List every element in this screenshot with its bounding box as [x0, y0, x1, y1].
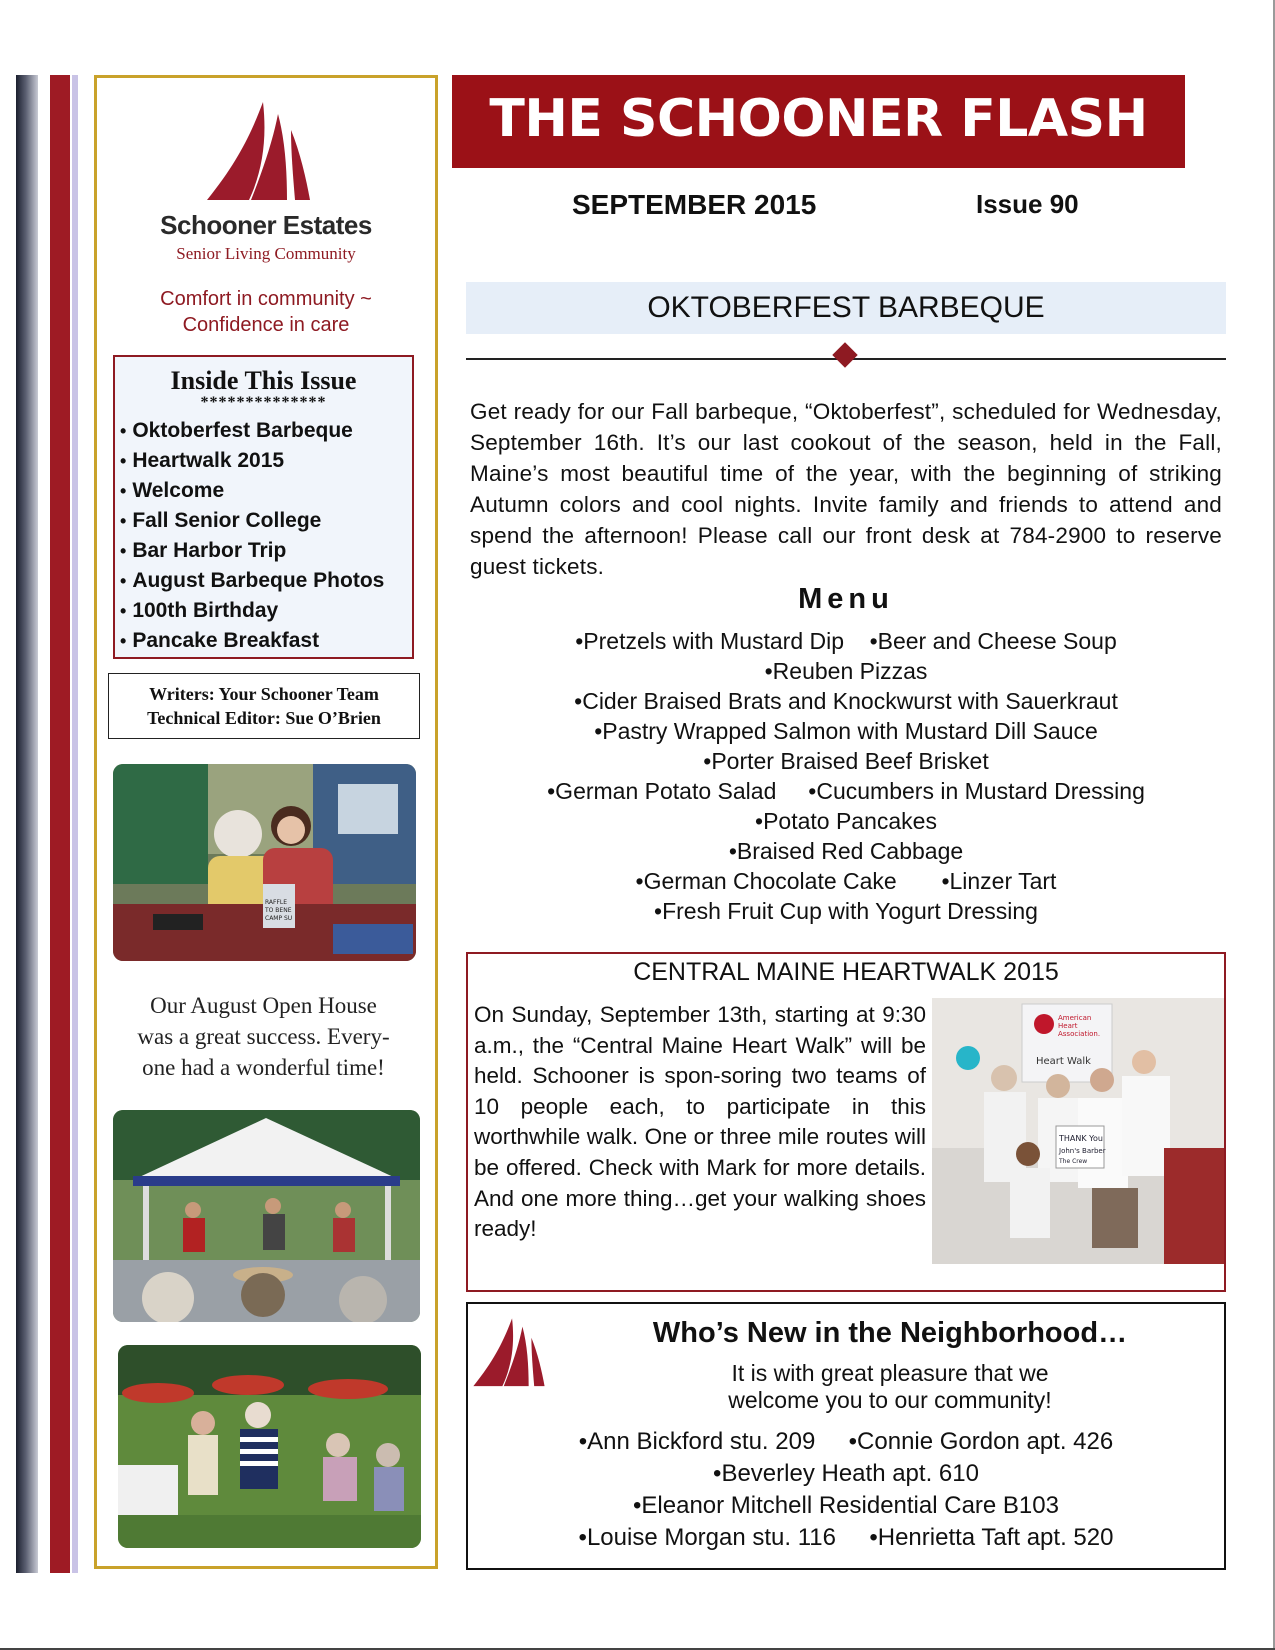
menu-item: •Pastry Wrapped Salmon with Mustard Dill Sauce: [594, 718, 1098, 744]
heart-association-sign-text: American: [1058, 1014, 1092, 1022]
raffle-sign-text: TO BENE: [265, 907, 292, 914]
inside-this-issue-list: [120, 416, 384, 656]
tagline-line: Comfort in community ~: [160, 288, 372, 310]
decorative-stripe-dark: [16, 75, 38, 1573]
heartwalk-title: CENTRAL MAINE HEARTWALK 2015: [633, 958, 1059, 986]
issue-date: SEPTEMBER 2015: [572, 189, 817, 220]
menu-item: •Braised Red Cabbage: [728, 838, 964, 864]
heartwalk-illustration: [932, 998, 1224, 1264]
menu-item: •Reuben Pizzas: [764, 658, 928, 684]
band-photo: [113, 1110, 420, 1322]
list-item: • Fall Senior College: [120, 506, 384, 536]
caption-line: one had a wonderful time!: [142, 1055, 385, 1080]
inside-stars-divider: **************: [200, 394, 327, 411]
heartwalk-body: On Sunday, September 13th, starting at 9:30 a.m., the “Central Maine Heart Walk” will be held. Schooner is spon-soring two teams of 10 people each, to participate in this worthwhile walk. One or three mile routes will be offered. Check with Mark for more details. And one more thing…get your walking shoes ready!: [474, 1002, 926, 1242]
new-residents-list: [466, 1426, 1226, 1554]
writers-line: Writers: Your Schooner Team: [149, 684, 379, 704]
sailboat-logo-icon: [472, 1314, 548, 1396]
logo-name: Schooner Estates: [160, 210, 372, 240]
logo-subtitle: Senior Living Community: [176, 244, 356, 263]
heart-walk-sign-text: Heart Walk: [1036, 1056, 1091, 1067]
list-item: • Bar Harbor Trip: [120, 536, 384, 566]
technical-editor-line: Technical Editor: Sue O’Brien: [147, 708, 381, 728]
list-item: • Oktoberfest Barbeque: [120, 416, 384, 446]
list-item: • August Barbeque Photos: [120, 566, 384, 596]
neighborhood-subtitle: [560, 1360, 1220, 1414]
oktoberfest-title: OKTOBERFEST BARBEQUE: [647, 291, 1045, 324]
picnic-photo: [118, 1345, 421, 1548]
newsletter-title: THE SCHOONER FLASH: [489, 89, 1148, 149]
neighborhood-title: Who’s New in the Neighborhood…: [652, 1317, 1128, 1349]
thank-you-card-text: The Crew: [1059, 1158, 1088, 1165]
resident-line: •Louise Morgan stu. 116 •Henrietta Taft apt. 520: [578, 1524, 1114, 1551]
issue-number: Issue 90: [976, 189, 1079, 219]
decorative-stripe-red: [50, 75, 70, 1573]
menu-item: •German Chocolate Cake •Linzer Tart: [635, 868, 1057, 894]
heart-association-sign-text: Heart: [1058, 1022, 1078, 1030]
menu-item: •Fresh Fruit Cup with Yogurt Dressing: [654, 898, 1038, 924]
inside-this-issue-title: Inside This Issue: [170, 366, 357, 395]
list-item: • Pancake Breakfast: [120, 626, 384, 656]
resident-line: •Ann Bickford stu. 209 •Connie Gordon apt. 426: [578, 1428, 1114, 1455]
raffle-sign-text: RAFFLE: [265, 899, 288, 906]
open-house-illustration: [113, 764, 416, 961]
subtitle-line: It is with great pleasure that we: [731, 1360, 1049, 1386]
menu-item: •Pretzels with Mustard Dip •Beer and Cheese Soup: [575, 628, 1117, 654]
diamond-ornament-icon: [832, 342, 857, 367]
caption-line: Our August Open House: [150, 993, 377, 1018]
thank-you-card-text: THANK You: [1059, 1134, 1103, 1143]
subtitle-line: welcome you to our community!: [728, 1387, 1052, 1413]
band-illustration: [113, 1110, 420, 1322]
oktoberfest-body: Get ready for our Fall barbeque, “Oktoberfest”, scheduled for Wednesday, September 16th. It’s our last cookout of the season, held in the Fall, Maine’s most beautiful time of the year, with the beginning of striking Autumn colors and cool nights. Invite family and friends to attend and spend the afternoon! Please call our front desk at 784-2900 to reserve guest tickets.: [470, 399, 1222, 579]
menu-item: •Porter Braised Beef Brisket: [703, 748, 989, 774]
writers-credit-box: [108, 673, 420, 739]
heart-association-sign-text: Association.: [1058, 1030, 1101, 1038]
menu-item: •Cider Braised Brats and Knockwurst with Sauerkraut: [574, 688, 1118, 714]
menu-item: •Potato Pancakes: [755, 808, 937, 834]
list-item: • 100th Birthday: [120, 596, 384, 626]
open-house-caption: [106, 990, 421, 1083]
list-item: • Welcome: [120, 476, 384, 506]
resident-line: •Eleanor Mitchell Residential Care B103: [633, 1492, 1059, 1519]
tagline-line: Confidence in care: [182, 314, 350, 336]
caption-line: was a great success. Every-: [137, 1024, 390, 1049]
decorative-stripe-lavender: [72, 75, 78, 1573]
list-item: • Heartwalk 2015: [120, 446, 384, 476]
thank-you-card-text: John's Barber: [1059, 1147, 1106, 1155]
tagline: [94, 286, 438, 338]
sailboat-logo-icon: [205, 100, 315, 210]
menu-title: Menu: [798, 583, 894, 615]
heartwalk-photo: [932, 998, 1224, 1264]
raffle-sign-text: CAMP SU: [265, 915, 293, 922]
menu-item: •German Potato Salad •Cucumbers in Mustard Dressing: [547, 778, 1145, 804]
picnic-illustration: [118, 1345, 421, 1548]
menu-list: [466, 626, 1226, 926]
resident-line: •Beverley Heath apt. 610: [713, 1460, 979, 1487]
open-house-photo: [113, 764, 416, 961]
